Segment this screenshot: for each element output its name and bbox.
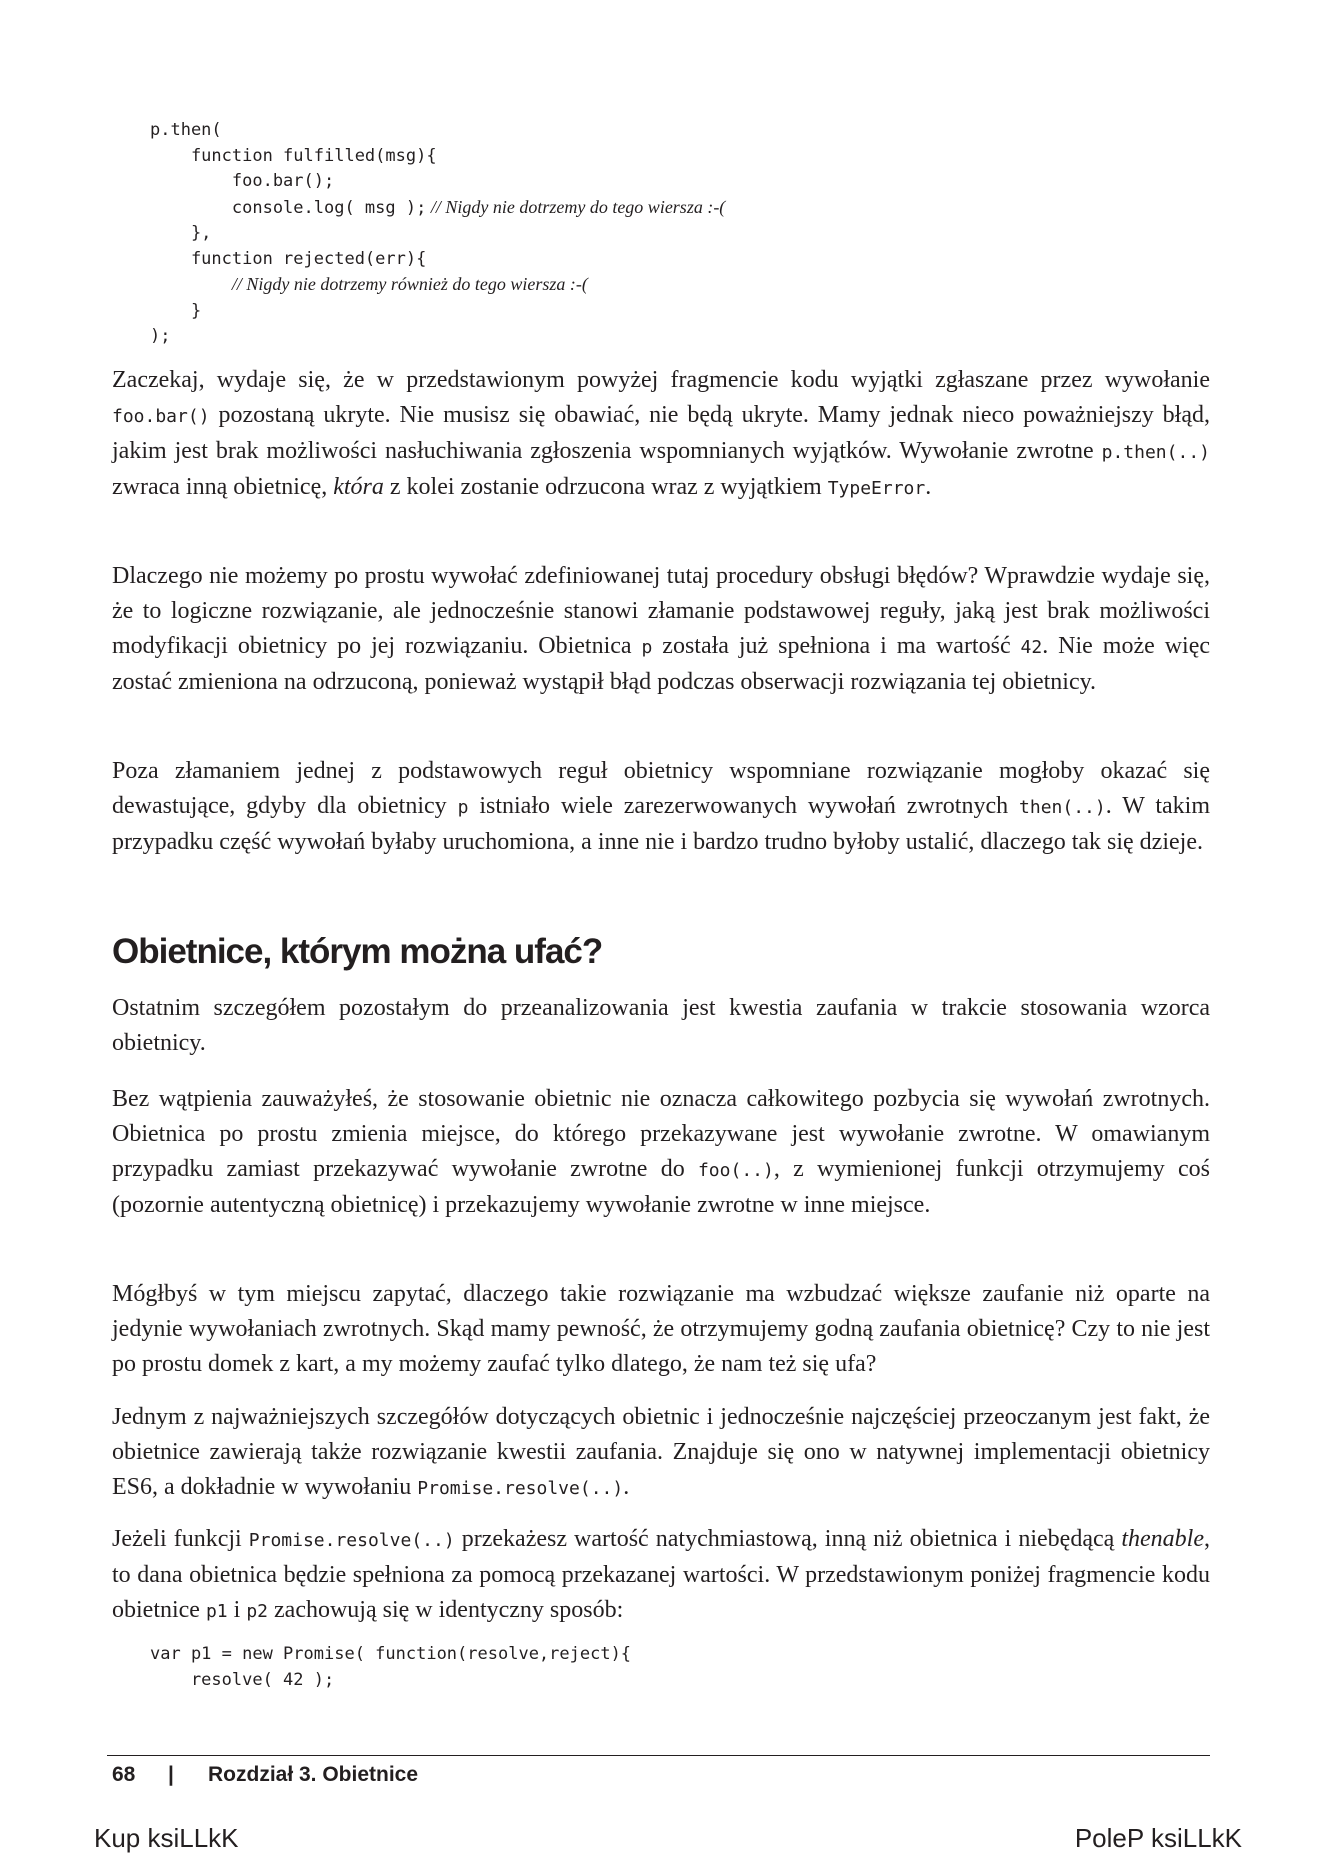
paragraph: Poza złamaniem jednej z podstawowych reguł obietnicy wspomniane rozwiązanie mogłoby okazać się dewastujące, gdyby dla obietnicy p istniało wiele zarezerwowanych wywołań zwrotnych then(..). W takim przypadku część wywołań byłaby uruchomiona, a inne nie i bardzo trudno byłoby ustalić, dlaczego tak się dzieje. [112,758,1210,855]
paragraph: Zaczekaj, wydaje się, że w przedstawionym powyżej fragmencie kodu wyjątki zgłaszane przez wywołanie foo.bar() pozostaną ukryte. Nie musisz się obawiać, nie będą ukryte. Mamy jednak nieco poważniejszy błąd, jakim jest brak możliwości nasłuchiwania zgłoszenia wspomnianych wyjątków. Wywołanie zwrotne p.then(..) zwraca inną obietnicę, która z kolei zostanie odrzucona wraz z wyjątkiem TypeError. [112,367,1210,500]
paragraph: Jednym z najważniejszych szczegółów dotyczących obietnic i jednocześnie najczęściej przeoczanym jest fakt, że obietnice zawierają także rozwiązanie kwestii zaufania. Znajduje się ono w natywnej implementacji obietnicy ES6, a dokładnie w wywołaniu Promise.resolve(..). [112,1404,1210,1500]
code-block-promise: var p1 = new Promise( function(resolve,reject){ resolve( 42 ); [150,1644,632,1690]
footer-separator: | [168,1763,174,1786]
recommend-book-link[interactable]: PoleP ksiLLkK [1074,1823,1242,1853]
chapter-title: Rozdział 3. Obietnice [208,1763,419,1786]
paragraph: Ostatnim szczegółem pozostałym do przeanalizowania jest kwestia zaufania w trakcie stosowania wzorca obietnicy. [112,995,1210,1056]
footer-rule [107,1755,1210,1756]
paragraph: Dlaczego nie możemy po prostu wywołać zdefiniowanej tutaj procedury obsługi błędów? Wprawdzie wydaje się, że to logiczne rozwiązanie, ale jednocześnie stanowi złamanie podstawowej reguły, jaką jest brak możliwości modyfikacji obietnicy po jej rozwiązaniu. Obietnica p została już spełniona i ma wartość 42. Nie może więc zostać zmieniona na odrzuconą, ponieważ wystąpił błąd podczas obserwacji rozwiązania tej obietnicy. [112,563,1211,695]
code-block-then: p.then( function fulfilled(msg){ foo.bar(); console.log( msg ); // Nigdy nie dotrzemy do tego wiersza :-( }, function rejected(err){ // Nigdy nie dotrzemy również do tego wiersza :-( } ); [150,120,726,346]
section-heading: Obietnice, którym można ufać? [112,932,603,971]
buy-book-link[interactable]: Kup ksiLLkK [94,1823,239,1853]
paragraph: Bez wątpienia zauważyłeś, że stosowanie obietnic nie oznacza całkowitego pozbycia się wywołań zwrotnych. Obietnica po prostu zmienia miejsce, do którego przekazywane jest wywołanie zwrotne. W omawianym przypadku zamiast przekazywać wywołanie zwrotne do foo(..), z wymienionej funkcji otrzymujemy coś (pozornie autentyczną obietnicę) i przekazujemy wywołanie zwrotne w inne miejsce. [112,1086,1211,1218]
paragraph: Jeżeli funkcji Promise.resolve(..) przekażesz wartość natychmiastową, inną niż obietnica i niebędącą thenable, to dana obietnica będzie spełniona za pomocą przekazanej wartości. W przedstawionym poniżej fragmencie kodu obietnice p1 i p2 zachowują się w identyczny sposób: [112,1526,1210,1623]
code-comment: // Nigdy nie dotrzemy do tego wiersza :-( [426,196,726,217]
page-number: 68 [112,1763,136,1786]
code-comment: // Nigdy nie dotrzemy również do tego wiersza :-( [231,274,588,294]
paragraph: Mógłbyś w tym miejscu zapytać, dlaczego takie rozwiązanie ma wzbudzać większe zaufanie niż oparte na jedynie wywołaniach zwrotnych. Skąd mamy pewność, że otrzymujemy godną zaufania obietnicę? Czy to nie jest po prostu domek z kart, a my możemy zaufać tylko dlatego, że nam też się ufa? [112,1281,1210,1377]
